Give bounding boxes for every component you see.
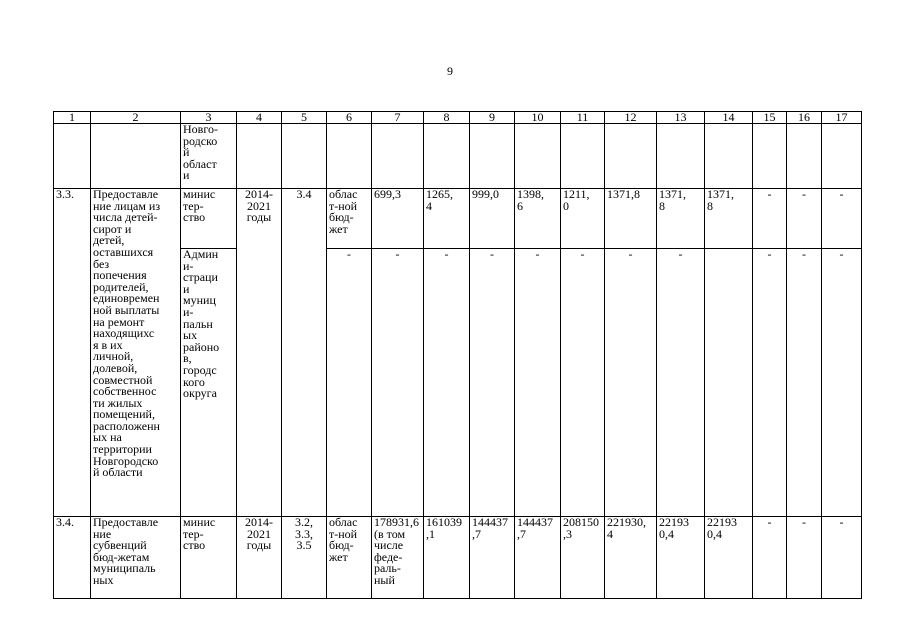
executor-cell: Новго- родско й област и	[181, 124, 237, 189]
value-cell	[705, 249, 753, 517]
value-cell: 144437 ,7	[515, 517, 561, 599]
value-cell: -	[753, 517, 787, 599]
value-cell: 1371, 8	[705, 189, 753, 249]
header-cell: 17	[822, 112, 862, 124]
page-number: 9	[447, 64, 453, 78]
period-cell: 2014- 2021 годы	[237, 517, 282, 599]
value-cell: 699,3	[372, 189, 424, 249]
value-cell: -	[424, 249, 470, 517]
targets-cell: 3.4	[282, 189, 327, 517]
header-cell: 13	[657, 112, 705, 124]
header-row	[54, 112, 862, 124]
value-cell: -	[753, 189, 787, 249]
value-cell: -	[753, 249, 787, 517]
table-cell	[787, 124, 822, 189]
value-cell: -	[372, 249, 424, 517]
value-cell: 221930, 4	[605, 517, 657, 599]
value-cell: -	[822, 517, 862, 599]
value-cell: 999,0	[470, 189, 515, 249]
table-cell	[237, 124, 282, 189]
header-cell: 3	[181, 112, 237, 124]
targets-cell: 3.2, 3.3, 3.5	[282, 517, 327, 599]
value-cell: 178931,6 (в том числе феде- раль- ный	[372, 517, 424, 599]
header-cell: 10	[515, 112, 561, 124]
header-cell: 11	[561, 112, 605, 124]
table-cell	[605, 124, 657, 189]
table-cell	[561, 124, 605, 189]
table-cell	[54, 124, 91, 189]
header-cell: 2	[91, 112, 181, 124]
table-cell	[753, 124, 787, 189]
table-cell	[470, 124, 515, 189]
item-number: 3.3.	[54, 189, 91, 517]
table-cell	[327, 124, 372, 189]
table-cell	[91, 124, 181, 189]
header-cell: 1	[54, 112, 91, 124]
executor-cell: минис тер- ство	[181, 189, 237, 249]
table-cell	[657, 124, 705, 189]
value-cell: -	[470, 249, 515, 517]
program-table	[53, 111, 862, 599]
header-cell: 15	[753, 112, 787, 124]
value-cell: -	[657, 249, 705, 517]
value-cell: -	[561, 249, 605, 517]
header-cell: 9	[470, 112, 515, 124]
source-cell: облас т-ной бюд- жет	[327, 517, 372, 599]
value-cell: 161039 ,1	[424, 517, 470, 599]
item-number: 3.4.	[54, 517, 91, 599]
item-name: Предоставле ние субвенций бюд-жетам муниципаль ных	[91, 517, 181, 599]
source-cell: -	[327, 249, 372, 517]
value-cell: -	[787, 249, 822, 517]
item-name: Предоставле ние лицам из числа детей- сирот и детей, оставшихся без попечения родителей, единовремен ной выплаты на ремонт находящихс я в их личной, долевой, совместной собственнос ти жилых помещений, расположенн ых на территории Новгородско й области	[91, 189, 181, 517]
table-cell	[372, 124, 424, 189]
header-cell: 4	[237, 112, 282, 124]
value-cell: -	[787, 189, 822, 249]
value-cell: 208150 ,3	[561, 517, 605, 599]
header-cell: 16	[787, 112, 822, 124]
row-3-3-a	[54, 189, 862, 249]
value-cell: 1371, 8	[657, 189, 705, 249]
header-cell: 8	[424, 112, 470, 124]
value-cell: -	[605, 249, 657, 517]
header-cell: 6	[327, 112, 372, 124]
value-cell: 22193 0,4	[657, 517, 705, 599]
table-cell	[705, 124, 753, 189]
value-cell: 1371,8	[605, 189, 657, 249]
executor-cell: минис тер- ство	[181, 517, 237, 599]
value-cell: -	[787, 517, 822, 599]
value-cell: -	[515, 249, 561, 517]
header-cell: 12	[605, 112, 657, 124]
table-cell	[282, 124, 327, 189]
source-cell: облас т-ной бюд- жет	[327, 189, 372, 249]
table-cell	[822, 124, 862, 189]
value-cell: 22193 0,4	[705, 517, 753, 599]
period-cell: 2014- 2021 годы	[237, 189, 282, 517]
value-cell: -	[822, 189, 862, 249]
table-cell	[515, 124, 561, 189]
table-cell	[424, 124, 470, 189]
value-cell: 1265, 4	[424, 189, 470, 249]
executor-cell: Админ и- страци и муниц и- пальн ых районо в, городс кого округа	[181, 249, 237, 517]
row-3-4	[54, 517, 862, 599]
continuation-row	[54, 124, 862, 189]
header-cell: 7	[372, 112, 424, 124]
header-cell: 5	[282, 112, 327, 124]
value-cell: -	[822, 249, 862, 517]
value-cell: 1211, 0	[561, 189, 605, 249]
header-cell: 14	[705, 112, 753, 124]
value-cell: 1398, 6	[515, 189, 561, 249]
value-cell: 144437 ,7	[470, 517, 515, 599]
